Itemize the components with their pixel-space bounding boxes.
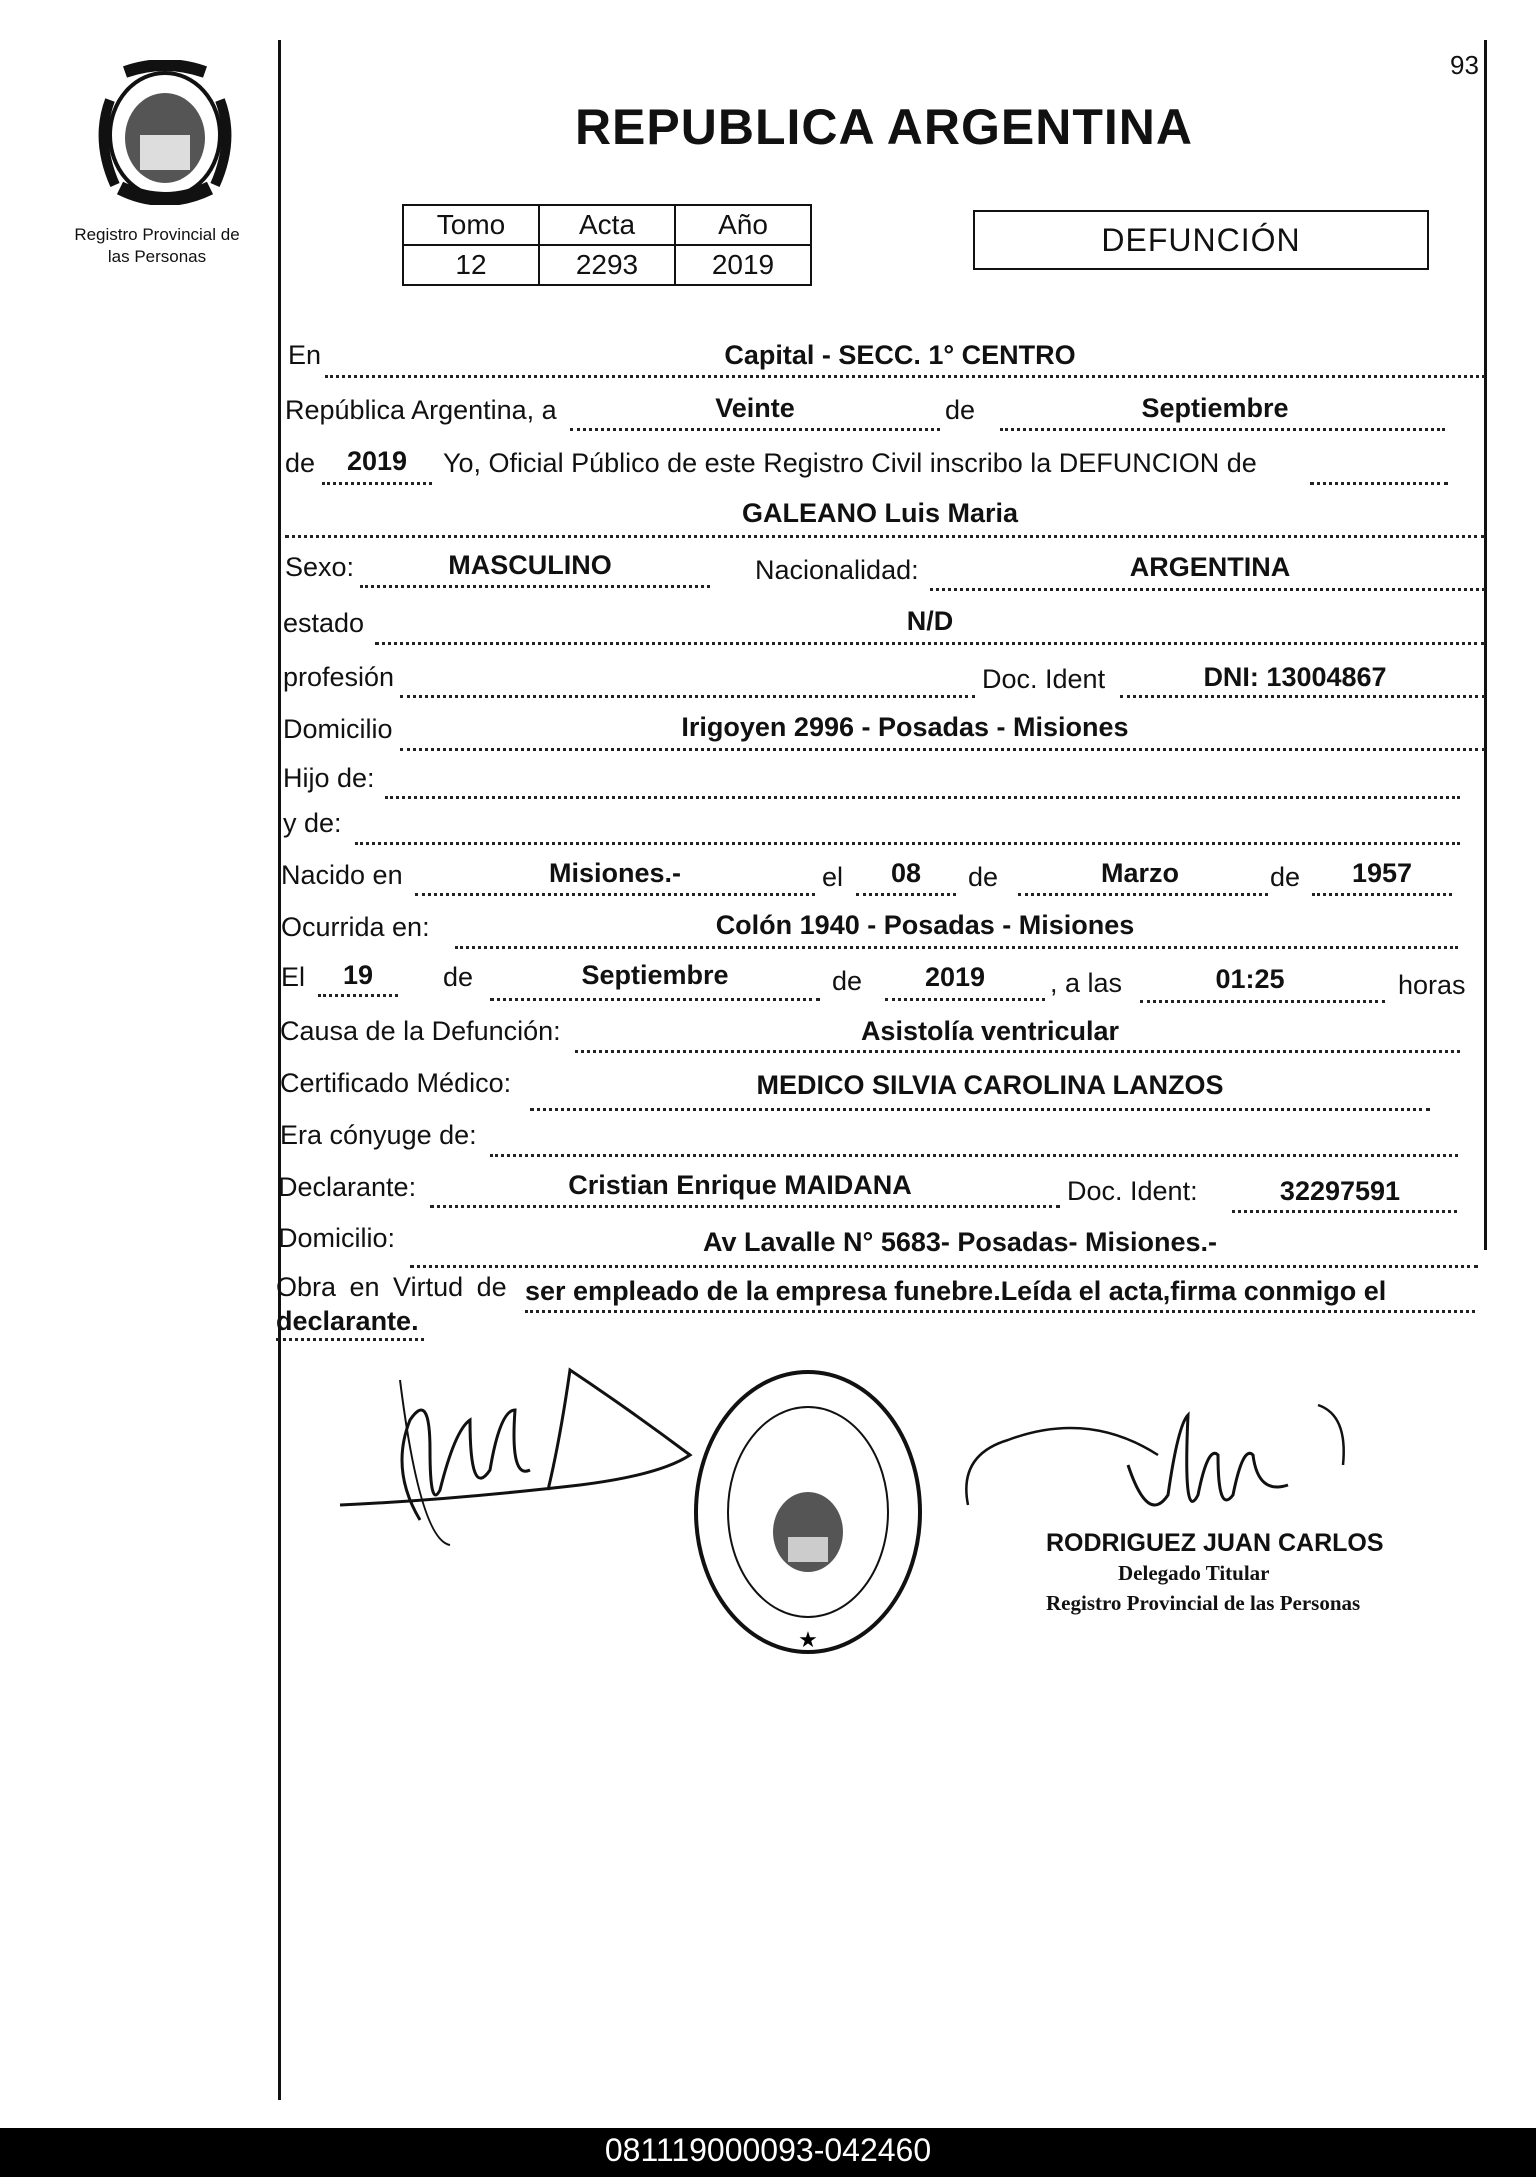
value-obra-line1: ser empleado de la empresa funebre.Leída el acta,firma conmigo el — [525, 1276, 1387, 1306]
value-nacionalidad: ARGENTINA — [1129, 552, 1291, 582]
value-fecha-month: Septiembre — [581, 960, 729, 990]
label-horas: horas — [1398, 970, 1466, 1000]
value-obra-line2: declarante. — [276, 1306, 419, 1336]
document-type: DEFUNCIÓN — [973, 210, 1429, 270]
label-declarante-doc: Doc. Ident: — [1067, 1176, 1198, 1206]
label-declarante: Declarante: — [278, 1172, 417, 1202]
value-nacido-day: 08 — [890, 858, 922, 888]
value-tomo: 12 — [403, 245, 539, 285]
label-ocurrida-en: Ocurrida en: — [281, 912, 430, 942]
dotted-line — [360, 585, 710, 588]
value-certificado: MEDICO SILVIA CAROLINA LANZOS — [756, 1070, 1224, 1100]
page-number: 93 — [1450, 50, 1479, 80]
dotted-line — [1310, 482, 1448, 485]
dotted-line — [930, 588, 1485, 591]
value-nacido-month: Marzo — [1100, 858, 1179, 888]
label-el: el — [822, 862, 844, 892]
dotted-line — [1232, 1210, 1457, 1213]
dotted-line — [318, 994, 398, 997]
document-code: 081119000093-042460 — [604, 2132, 932, 2168]
label-nacido-en: Nacido en — [281, 860, 403, 890]
label-causa: Causa de la Defunción: — [280, 1016, 561, 1046]
label-profesion: profesión — [283, 662, 395, 692]
value-nacido-year: 1957 — [1351, 858, 1413, 888]
value-declarante: Cristian Enrique MAIDANA — [568, 1170, 912, 1200]
label-obra: Obra en Virtud de — [276, 1272, 507, 1302]
dotted-line — [430, 1205, 1060, 1208]
dotted-line — [885, 998, 1045, 1001]
label-a-las: , a las — [1050, 968, 1123, 998]
label-domicilio-declarante: Domicilio: — [278, 1223, 396, 1253]
header-acta: Acta — [539, 205, 675, 245]
label-doc-ident: Doc. Ident — [982, 664, 1106, 694]
dotted-line — [400, 748, 1485, 751]
delegate-org: Registro Provincial de las Personas — [1046, 1591, 1361, 1615]
dotted-line — [575, 1050, 1460, 1053]
dotted-line — [1018, 893, 1268, 896]
dotted-line — [1140, 1000, 1385, 1003]
delegate-signature-block — [1046, 1528, 1384, 1618]
value-domicilio-declarante: Av Lavalle N° 5683- Posadas- Misiones.- — [702, 1227, 1217, 1257]
dotted-line — [325, 375, 1485, 378]
dotted-line — [530, 1108, 1430, 1111]
value-day: Veinte — [715, 393, 795, 423]
dotted-line — [400, 695, 975, 698]
dotted-line — [490, 1154, 1458, 1157]
label-conyuge: Era cónyuge de: — [280, 1120, 477, 1150]
value-acta: 2293 — [539, 245, 675, 285]
acta-table — [402, 204, 812, 286]
dotted-line — [1120, 695, 1485, 698]
delegate-signature — [958, 1385, 1358, 1535]
label-de: de — [443, 962, 474, 992]
dotted-line — [322, 482, 432, 485]
dotted-line — [455, 946, 1458, 949]
dotted-line — [375, 642, 1485, 645]
value-causa: Asistolía ventricular — [860, 1016, 1120, 1046]
label-de: de — [968, 862, 999, 892]
dotted-line — [415, 893, 815, 896]
label-de: de — [945, 395, 976, 425]
deceased-name: GALEANO Luis Maria — [741, 498, 1019, 528]
dotted-line — [1312, 893, 1452, 896]
label-hijo-de: Hijo de: — [283, 763, 375, 793]
registry-name: Registro Provincial de las Personas — [74, 225, 240, 266]
label-en: En — [288, 340, 322, 370]
label-nacionalidad: Nacionalidad: — [755, 555, 919, 585]
label-certificado: Certificado Médico: — [280, 1068, 512, 1098]
dotted-line — [276, 1338, 424, 1341]
value-month: Septiembre — [1141, 393, 1289, 423]
dotted-line — [570, 428, 940, 431]
value-nacido-place: Misiones.- — [548, 858, 682, 888]
registrar-statement: Yo, Oficial Público de este Registro Civil inscribo la DEFUNCION de — [443, 448, 1257, 478]
header-tomo: Tomo — [403, 205, 539, 245]
label-republica: República Argentina, a — [285, 395, 557, 425]
label-de-year: de — [285, 448, 316, 478]
svg-text:★: ★ — [798, 1628, 818, 1653]
page-title: REPUBLICA ARGENTINA — [574, 99, 1194, 155]
value-ocurrida: Colón 1940 - Posadas - Misiones — [715, 910, 1135, 940]
dotted-line — [385, 796, 1460, 799]
label-sexo: Sexo: — [285, 552, 355, 582]
dotted-line — [285, 535, 1485, 538]
value-doc-ident: DNI: 13004867 — [1203, 662, 1387, 692]
value-fecha-time: 01:25 — [1215, 964, 1285, 994]
value-sexo: MASCULINO — [448, 550, 612, 580]
value-en: Capital - SECC. 1° CENTRO — [724, 340, 1076, 370]
dotted-line — [490, 998, 820, 1001]
label-el: El — [281, 962, 306, 992]
value-domicilio: Irigoyen 2996 - Posadas - Misiones — [681, 712, 1129, 742]
value-declarante-doc: 32297591 — [1279, 1176, 1401, 1206]
dotted-line — [355, 842, 1460, 845]
declarant-signature — [330, 1350, 720, 1550]
dotted-line — [1000, 428, 1445, 431]
right-margin-line — [1484, 40, 1487, 1250]
label-de: de — [832, 966, 863, 996]
label-estado: estado — [283, 608, 365, 638]
dotted-line — [410, 1265, 1478, 1268]
value-fecha-year: 2019 — [924, 962, 986, 992]
value-year: 2019 — [346, 446, 408, 476]
registry-seal — [688, 1362, 928, 1662]
delegate-role: Delegado Titular — [1118, 1561, 1270, 1585]
delegate-name: RODRIGUEZ JUAN CARLOS — [1046, 1529, 1384, 1557]
dotted-line — [525, 1310, 1475, 1313]
label-y-de: y de: — [283, 808, 342, 838]
value-anio: 2019 — [675, 245, 811, 285]
dotted-line — [856, 893, 956, 896]
label-de: de — [1270, 862, 1301, 892]
header-anio: Año — [675, 205, 811, 245]
value-estado: N/D — [906, 606, 954, 636]
value-fecha-day: 19 — [342, 960, 374, 990]
label-domicilio: Domicilio — [283, 714, 393, 744]
